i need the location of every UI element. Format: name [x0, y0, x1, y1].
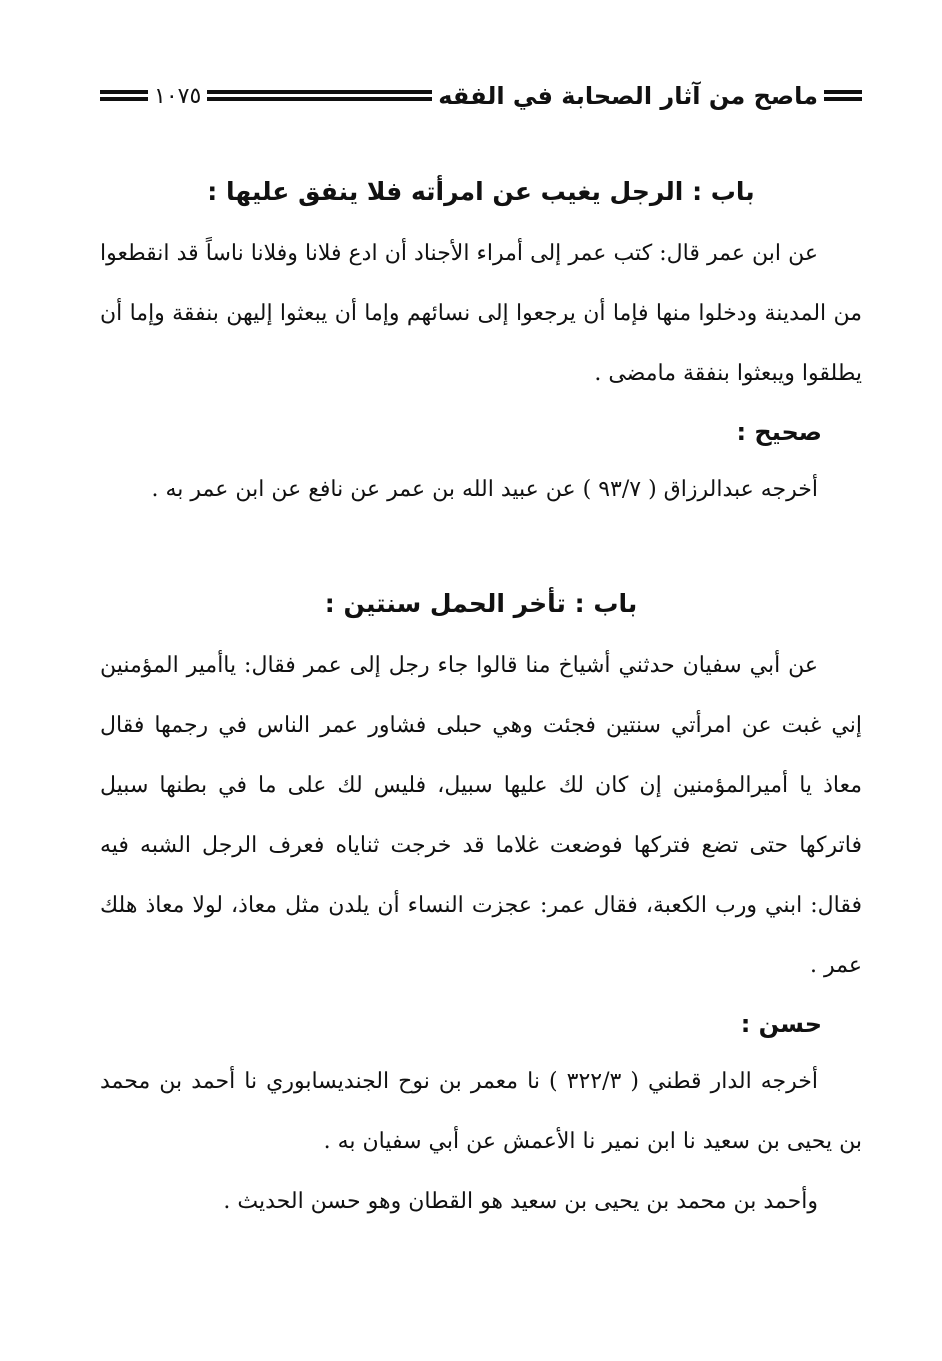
header-title: ماصح من آثار الصحابة في الفقه	[438, 82, 818, 110]
athar-text: عن ابن عمر قال: كتب عمر إلى أمراء الأجناد أن ادع فلانا وفلانا ناساً قد انقطعوا من المدينة ودخلوا منها فإما أن يرجعوا إلى نسائهم وإما أن يبعثوا إليهن بنفقة وإما أن يطلقوا ويبعثوا بنفقة مامضى .	[100, 241, 862, 386]
athar-text: عن أبي سفيان حدثني أشياخ منا قالوا جاء رجل إلى عمر فقال: ياأمير المؤمنين إني غبت عن امرأتي سنتين فجئت وهي حبلى فشاور عمر الناس في رجمها فقال معاذ يا أميرالمؤمنين إن كان لك عليها سبيل، فليس لك على ما في بطنها سبيل فاتركها حتى تضع فتركها فوضعت غلاما قد خرجت ثناياه فعرف الرجل الشبه فيه فقال: ابني ورب الكعبة، فقال عمر: عجزت النساء أن يلدن مثل معاذ، لولا معاذ هلك عمر .	[100, 653, 862, 978]
takhrij-text: أخرجه عبدالرزاق ( ٩٣/٧ ) عن عبيد الله بن عمر عن نافع عن ابن عمر به .	[151, 477, 818, 502]
header-rule-left	[100, 87, 148, 105]
section-heading: باب : الرجل يغيب عن امرأته فلا ينفق عليها :	[207, 177, 755, 206]
grade-label: حسن :	[740, 1010, 822, 1038]
page-number: ١٠٧٥	[154, 83, 202, 109]
section-heading: باب : تأخر الحمل سنتين :	[324, 589, 638, 618]
grade-label: صحيح :	[736, 418, 822, 446]
header-rule-middle	[207, 87, 432, 105]
section-divider-space	[100, 520, 862, 572]
takhrij-text: أخرجه الدار قطني ( ٣٢٢/٣ ) نا معمر بن نوح الجنديسابوري نا أحمد بن محمد بن يحيى بن سعيد نا ابن نمير نا الأعمش عن أبي سفيان به .	[100, 1069, 862, 1154]
section-absent-husband	[100, 160, 862, 520]
header-rule-right	[824, 87, 862, 105]
page-body	[100, 160, 862, 1232]
narrator-note: وأحمد بن محمد بن يحيى بن سعيد هو القطان وهو حسن الحديث .	[223, 1189, 818, 1214]
section-delayed-pregnancy	[100, 572, 862, 1232]
page-header	[100, 74, 862, 118]
